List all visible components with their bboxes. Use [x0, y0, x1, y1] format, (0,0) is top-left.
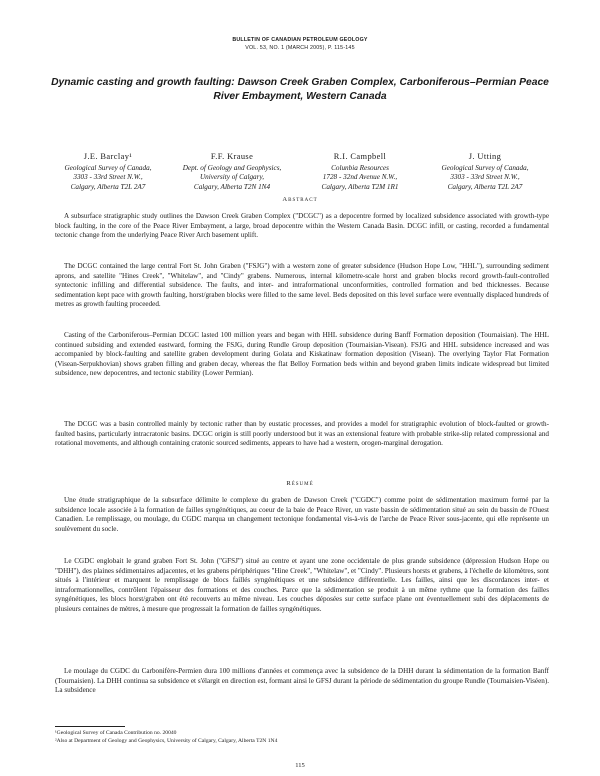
author-block: [425, 152, 545, 192]
author-name: J.E. Barclay¹: [83, 152, 133, 161]
abstract-paragraph: The DCGC was a basin controlled mainly by tectonic rather than by eustatic processes, and provides a model for stratigraphic evolution of block-faulted or growth-faulted basins, particularly intracratonic basins. DCGC origin is still poorly understood but it was an extensional feature with probable strike-slip related compressional and rotational movements, and although containing cratonic sourced sediments, appears to have had a western, orogen-marginal derogation.: [55, 420, 549, 448]
author-affiliation: Colunbia Resources: [331, 163, 389, 172]
author-block: [300, 152, 420, 192]
author-affiliation: Geological Survey of Canada,: [64, 163, 152, 172]
page-number: 115: [295, 762, 305, 769]
author-affiliation: Calgary, Alberta T2L 2A7: [70, 182, 146, 191]
footnote-rule: [55, 726, 125, 727]
paper-title: Dynamic casting and growth faulting: Dawson Creek Graben Complex, Carboniferous–Permian Peace River Embayment, Western Canada: [51, 77, 549, 102]
author-affiliation: 3303 - 33rd Street N.W.,: [450, 173, 520, 182]
footnote: ¹Geological Survey of Canada Contribution no. 20040: [55, 730, 177, 736]
resume-paragraph: Le moulage du CGDC du Carbonifère-Permien dura 100 millions d'années et commença avec la subsidence de la DHH durant la sédimentation de la formation Banff (Tournaisien). La DHH continua sa subsidence et s'élargit en direction est, formant ainsi le GFSJ durant la période de sédimentation du groupe Rundle (Tournaisien-Viséen). La subsidence: [55, 667, 549, 695]
footnote: ²Also at Department of Geology and Geophysics, University of Calgary, Calgary, Alberta T2N 1N4: [55, 738, 278, 744]
author-affiliation: Geological Survey of Canada,: [441, 163, 529, 172]
author-block: [48, 152, 168, 192]
abstract-paragraph: The DCGC contained the large central Fort St. John Graben ("FSJG") with a western zone of greater subsidence (Hudson Hope Low, "HHL"), surrounding sediment aprons, and satellite "Hines Creek", "Whitelaw", and "Cindy" grabens. Numerous, internal kilometre-scale horst and graben blocks record growth-fault-controlled syntectonic infilling and differential subsidence. The faults, and inter- and intraformational unconformities, controlled formation and bed thicknesses. Because sedimentation kept pace with growth faulting, horst/graben blocks were filled to the same level. Beds deposited on this level surface were eventually displaced hundreds of metres as growth faulting proceeded.: [55, 262, 549, 309]
author-affiliation: Calgary, Alberta T2N 1N4: [193, 182, 271, 191]
journal-name: BULLETIN OF CANADIAN PETROLEUM GEOLOGY: [232, 37, 368, 43]
author-affiliation: University of Calgary,: [199, 173, 265, 182]
abstract-heading: Abstract: [282, 196, 318, 203]
author-affiliation: 3303 - 33rd Street N.W.,: [73, 173, 143, 182]
author-affiliation: Calgary, Alberta T2M 1R1: [321, 182, 399, 191]
abstract-paragraph: Casting of the Carboniferous–Permian DCGC lasted 100 million years and began with HHL subsidence during Banff Formation deposition (Tournaisian). The HHL continued subsiding and extended eastward, forming the FSJG, during Rundle Group deposition (Tournaisian-Visean). FSJG and HHL subsidence increased and was accompanied by block-faulting and satellite graben development during Golata and Kiskatinaw formation deposition (Visean). The overlying Taylor Flat Formation (Visean-Serpukhovian) shows graben filling and graben decay, whereas the flat Belloy Formation beds within and beyond graben limits indicate widespread but limited subsidence, new depocentres, and tectonic stability (Lower Permian).: [55, 331, 549, 378]
author-block: [172, 152, 292, 192]
resume-paragraph: Une étude stratigraphique de la subsurface délimite le complexe du graben de Dawson Creek ("CGDC") comme point de sédimentation maximum formé par la subsidence locale associée à la formation de failles syngénétiques, au coeur de la baie de Peace River, un vaste bassin de sédimentation situé au sein du bassin de l'Ouest Canadien. Le remplissage, ou moulage, du CGDC marqua un changement tectonique fondamental vis-à-vis de l'arche de Peace River sous-jacente, qui elle représente un soulèvement du socle.: [55, 496, 549, 533]
resume-paragraph: Le CGDC englobait le grand graben Fort St. John ("GFSJ") situé au centre et ayant une zone occidentale de plus grande subsidence (dépression Hudson Hope ou "DHH"), des plaines sédimentaires adjacentes, et les grabens périphériques "Hine Creek", "Whitelaw", et "Cindy". Plusieurs horsts et grabens, à l'échelle de kilomètres, sont situés à l'intérieur et marquent le remplissage de blocs faillés syngénétiques et une subsidence différentielle. Les failles, ainsi que les discordances inter- et intraformationnelles, contrôlent l'épaisseur des formations et des couches. Parce que la sédimentation se produit à un même rythme que la formation des failles syngénétiques, les blocs horst/graben ont été recouverts au même niveau. Les couches déposées sur cette surface plane ont éventuellement subi des déplacements de plusieurs centaines de mètres, à mesure que progressait la formation de failles syngénétiques.: [55, 557, 549, 613]
author-name: J. Utting: [468, 152, 502, 161]
author-affiliation: Dept. of Geology and Geophysics,: [182, 163, 282, 172]
abstract-paragraph: A subsurface stratigraphic study outlines the Dawson Creek Graben Complex ("DCGC") as a depocentre formed by localized subsidence associated with growth-type block faulting, in the core of the Peace River Embayment, a large, broad depocentre within the Western Canada Basin. DCGC infill, or casting, recorded a fundamental tectonic change from the underlying Peace River Arch basement uplift.: [55, 212, 549, 240]
author-name: R.I. Campbell: [333, 152, 387, 161]
author-affiliation: Calgary, Alberta T2L 2A7: [447, 182, 523, 191]
author-name: F.F. Krause: [210, 152, 254, 161]
resume-heading: Résumé: [286, 480, 314, 487]
author-affiliation: 1728 - 32nd Avenue N.W.,: [322, 173, 398, 182]
journal-volume: VOL. 53, NO. 1 (MARCH 2005), P. 115-145: [245, 45, 355, 51]
